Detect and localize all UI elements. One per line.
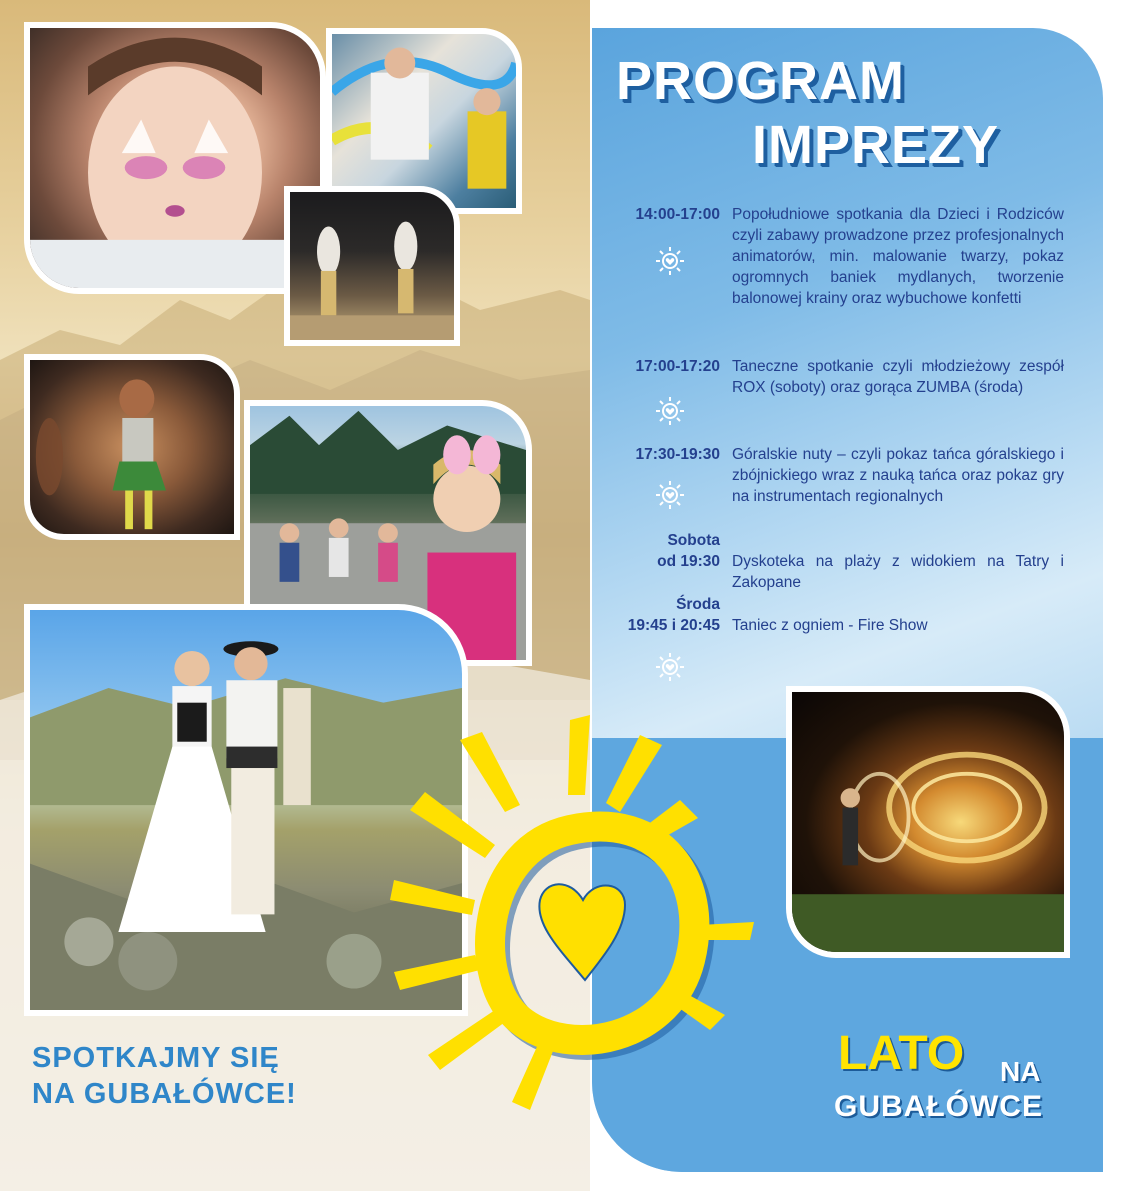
schedule-day: Sobota [667,532,720,549]
slogan-line-2: NA GUBAŁÓWCE! [32,1078,297,1110]
sun-heart-icon [655,246,685,276]
sun-heart-icon [380,700,780,1120]
schedule-time: 17:30-19:30 [635,446,720,463]
sun-heart-icon [655,652,685,682]
schedule-time: od 19:30 [657,553,720,570]
photo-face-painted-girl [24,22,326,294]
sun-heart-icon [655,480,685,510]
schedule-time: 19:45 i 20:45 [627,617,720,634]
photo-zumba-dancer [24,354,240,540]
schedule-description: Popołudniowe spotkania dla Dzieci i Rodziców czyli zabawy prowadzone przez profesjonalnych animatorów, min. malowanie twarzy, pokaz ogromnych baniek mydlanych, tworzenie balonowej krainy oraz wybuchowe konfetti [732,206,1064,307]
schedule-day: Środa [676,596,720,613]
schedule-time: 14:00-17:00 [635,206,720,223]
title-imprezy: IMPREZY [752,115,1000,175]
schedule-description: Taniec z ogniem - Fire Show [732,617,928,634]
title-program: PROGRAM [616,51,905,111]
slogan [32,1040,297,1112]
schedule-time: 17:00-17:20 [635,358,720,375]
slogan-line-1: SPOTKAJMY SIĘ [32,1042,280,1074]
logo-lato: LATO [838,1027,965,1080]
logo-place: GUBAŁÓWCE [834,1090,1043,1123]
schedule-description: Góralskie nuty – czyli pokaz tańca góralskiego i zbójnickiego wraz z nauką tańca oraz pokaz gry na instrumentach regionalnych [732,446,1064,505]
schedule-description: Taneczne spotkanie czyli młodzieżowy zespół ROX (soboty) oraz gorąca ZUMBA (środa) [732,358,1064,396]
photo-dancers-stage [284,186,460,346]
sun-heart-icon [655,396,685,426]
schedule-description: Dyskoteka na plaży z widokiem na Tatry i Zakopane [732,553,1064,591]
photo-fire-show [786,686,1070,958]
logo-na: NA [1000,1056,1041,1087]
